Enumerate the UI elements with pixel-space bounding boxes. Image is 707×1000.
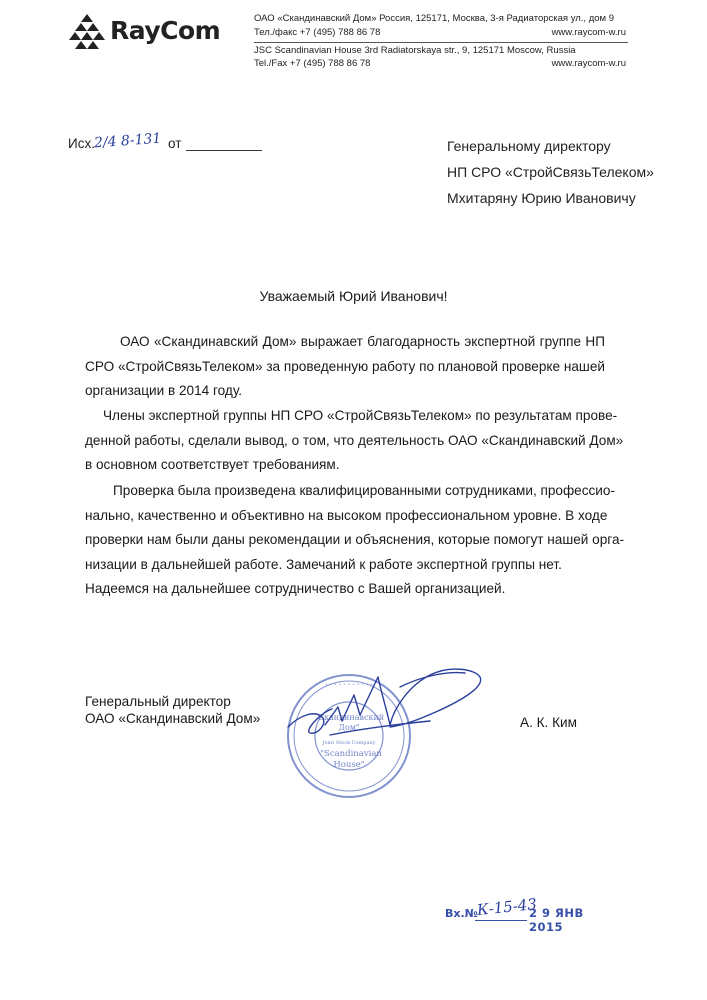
incoming-registration: [445, 894, 615, 934]
text-line: Надеемся на дальнейшее сотрудничество с Вашей организацией.: [85, 581, 506, 596]
reference-from-label: от: [168, 136, 182, 151]
text-line: ОАО «Скандинавский Дом» выражает благодарность экспертной группе НП: [120, 334, 605, 349]
pyramid-logo-icon: [68, 14, 106, 50]
text-line: Члены экспертной группы НП СРО «СтройСвязьТелеком» по результатам прове-: [103, 408, 618, 423]
svg-text:• • • • • • • • • • •: • • • • • • • • • • •: [324, 682, 374, 688]
reference-date-blank: [186, 150, 262, 151]
letterhead-address-en: JSC Scandinavian House 3rd Radiatorskaya str., 9, 125171 Moscow, Russia: [254, 45, 576, 56]
reference-prefix: Исх.: [68, 136, 95, 151]
letterhead-website-ru: www.raycom-w.ru: [551, 27, 626, 38]
stamp-text-4: "Scandinavian: [320, 749, 382, 759]
incoming-handwritten-number: К-15-43: [476, 894, 538, 920]
letterhead-website-en: www.raycom-w.ru: [551, 58, 626, 69]
body-paragraph-2: [85, 404, 624, 478]
body-paragraph-4: [85, 577, 605, 602]
text-line: проверки нам были даны рекомендации и объяснения, которые помогут нашей орга-: [85, 532, 625, 547]
letterhead-phone-en: Tel./Fax +7 (495) 788 86 78 www.raycom-w.ru: [254, 58, 626, 69]
letterhead-divider: [254, 42, 628, 43]
stamp-text-1: Скандинавский: [317, 713, 385, 722]
signatory-name: А. К. Ким: [520, 715, 577, 730]
addressee-line-1: Генеральному директору: [447, 138, 611, 154]
text-line: организации в 2014 году.: [85, 383, 243, 398]
text-line: денной работы, сделали вывод, о том, что деятельность ОАО «Скандинавский Дом»: [85, 432, 624, 448]
raycom-logo: [68, 14, 228, 50]
incoming-label: Вх.№: [445, 907, 478, 920]
letterhead-address-ru: ОАО «Скандинавский Дом» Россия, 125171, Москва, 3-я Радиаторская ул., дом 9: [254, 13, 614, 24]
body-paragraph-1: [85, 330, 605, 404]
stamp-text-3: Joint Stock Company: [322, 740, 376, 746]
brand-name: RayCom: [110, 16, 221, 45]
text-line: СРО «СтройСвязьТелеком» за проведенную работу по плановой проверке нашей: [85, 358, 605, 374]
text-line: Проверка была произведена квалифицированными сотрудниками, профессио-: [113, 483, 615, 498]
text-line: в основном соответствует требованиям.: [85, 457, 340, 472]
stamp-text-5: House": [333, 760, 365, 770]
addressee-line-2: НП СРО «СтройСвязьТелеком»: [447, 164, 654, 180]
body-paragraph-3: [85, 479, 625, 577]
handwritten-signature: [270, 655, 520, 765]
signatory-title-line-2: ОАО «Скандинавский Дом»: [85, 711, 261, 726]
stamp-text-2: Дом": [338, 723, 360, 732]
salutation: Уважаемый Юрий Иванович!: [259, 288, 448, 304]
text-line: нально, качественно и объективно на высоком профессиональном уровне. В ходе: [85, 507, 608, 523]
addressee-line-3: Мхитаряну Юрию Ивановичу: [447, 190, 636, 206]
reference-handwritten-number: 2/4 8-131: [93, 130, 162, 152]
text-line: низации в дальнейшей работе. Замечаний к работе экспертной группы нет.: [85, 556, 562, 572]
letterhead-phone-ru: Тел./факс +7 (495) 788 86 78 www.raycom-w.ru: [254, 27, 626, 38]
signatory-title-line-1: Генеральный директор: [85, 694, 231, 709]
incoming-date-stamp: 2 9 ЯНВ 2015: [529, 906, 584, 934]
incoming-number-line: [475, 920, 527, 921]
